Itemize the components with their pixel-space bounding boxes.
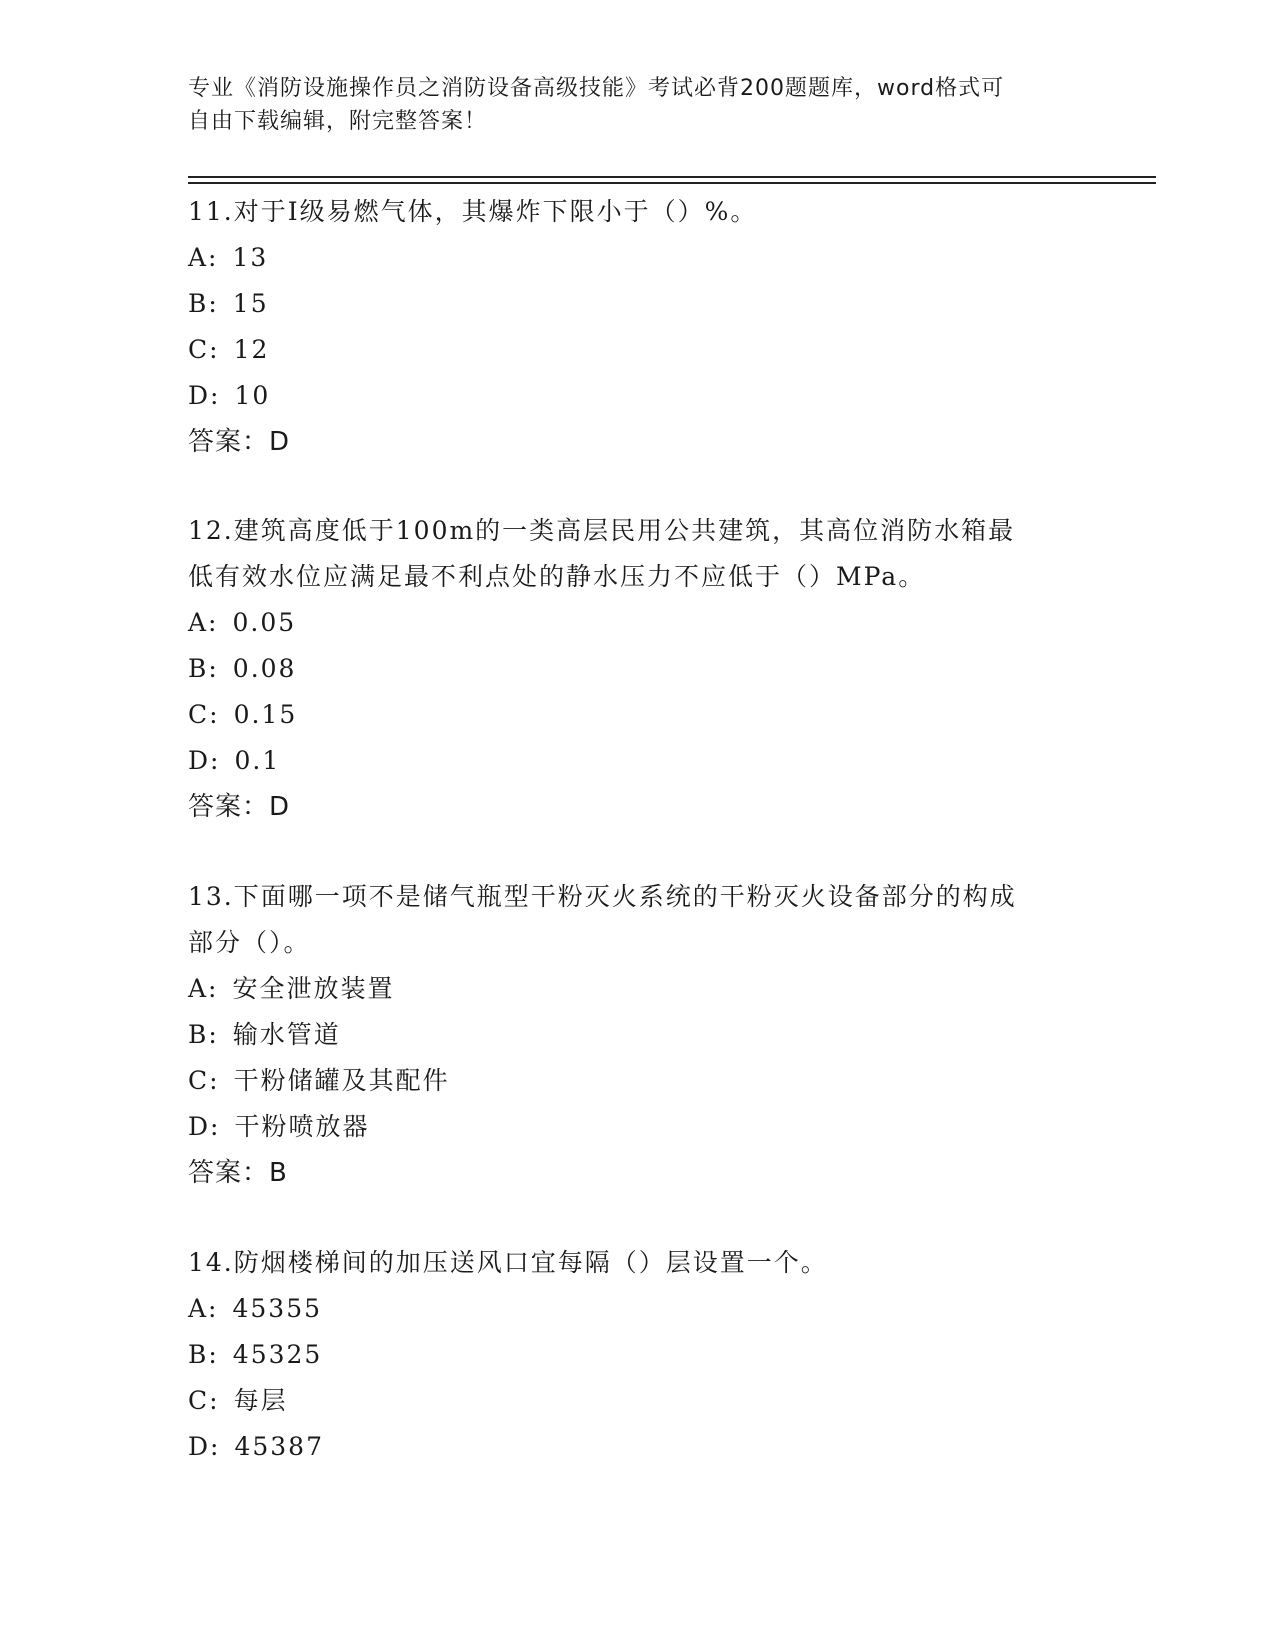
option-text: 45355 [232, 1294, 323, 1323]
option-text: 15 [232, 289, 269, 318]
option-label: A: [188, 243, 219, 272]
question-block [188, 1240, 1088, 1470]
question-block [188, 189, 1088, 465]
option-text: 0.15 [233, 700, 298, 729]
option-label: C: [188, 1386, 220, 1415]
option-c [188, 1058, 1088, 1104]
option-a [188, 966, 1088, 1012]
option-text: 10 [234, 381, 271, 410]
document-header [188, 72, 1068, 138]
option-d [188, 373, 1088, 419]
option-text: 0.1 [234, 746, 281, 775]
question-block [188, 874, 1088, 1196]
option-label: B: [188, 654, 219, 683]
header-line: 自由下载编辑，附完整答案！ [188, 109, 488, 134]
option-label: C: [188, 1066, 220, 1095]
option-text: 13 [232, 243, 269, 272]
option-text: 0.05 [232, 608, 297, 637]
option-text: 干粉喷放器 [234, 1112, 370, 1141]
option-c [188, 692, 1088, 738]
option-a [188, 600, 1088, 646]
option-label: D: [188, 1112, 221, 1141]
option-b [188, 1012, 1088, 1058]
option-label: C: [188, 335, 220, 364]
answer-text: 答案：D [188, 427, 291, 457]
option-text: 每层 [233, 1386, 288, 1415]
option-label: D: [188, 1432, 221, 1461]
option-label: D: [188, 381, 221, 410]
option-text: 干粉储罐及其配件 [233, 1066, 450, 1095]
option-label: A: [188, 1294, 219, 1323]
answer-text: 答案：D [188, 792, 291, 822]
option-d [188, 1104, 1088, 1150]
question-stem: 13.下面哪一项不是储气瓶型干粉灭火系统的干粉灭火设备部分的构成 [188, 882, 1017, 911]
header-divider [188, 176, 1156, 178]
option-text: 45387 [234, 1432, 324, 1461]
option-label: D: [188, 746, 221, 775]
option-text: 输水管道 [232, 1020, 341, 1049]
option-b [188, 1332, 1088, 1378]
header-divider [188, 182, 1156, 184]
option-text: 安全泄放装置 [232, 974, 395, 1003]
option-a [188, 235, 1088, 281]
answer-text: 答案：B [188, 1158, 288, 1188]
option-label: B: [188, 1020, 219, 1049]
option-d [188, 1424, 1088, 1470]
option-text: 0.08 [232, 654, 297, 683]
question-stem: 14.防烟楼梯间的加压送风口宜每隔（）层设置一个。 [188, 1248, 828, 1277]
option-c [188, 1378, 1088, 1424]
option-label: B: [188, 1340, 219, 1369]
option-label: A: [188, 974, 219, 1003]
question-stem: 11.对于Ⅰ级易燃气体，其爆炸下限小于（）%。 [188, 197, 758, 226]
question-block [188, 508, 1088, 830]
option-b [188, 646, 1088, 692]
option-label: B: [188, 289, 219, 318]
question-stem: 低有效水位应满足最不利点处的静水压力不应低于（）MPa。 [188, 562, 926, 591]
question-stem: 部分（）。 [188, 928, 311, 957]
option-b [188, 281, 1088, 327]
option-d [188, 738, 1088, 784]
option-text: 45325 [232, 1340, 323, 1369]
header-line: 专业《消防设施操作员之消防设备高级技能》考试必背200题题库，word格式可 [188, 76, 1005, 101]
option-a [188, 1286, 1088, 1332]
option-label: C: [188, 700, 220, 729]
option-label: A: [188, 608, 219, 637]
option-c [188, 327, 1088, 373]
option-text: 12 [233, 335, 270, 364]
question-stem: 12.建筑高度低于100m的一类高层民用公共建筑，其高位消防水箱最 [188, 516, 1016, 545]
